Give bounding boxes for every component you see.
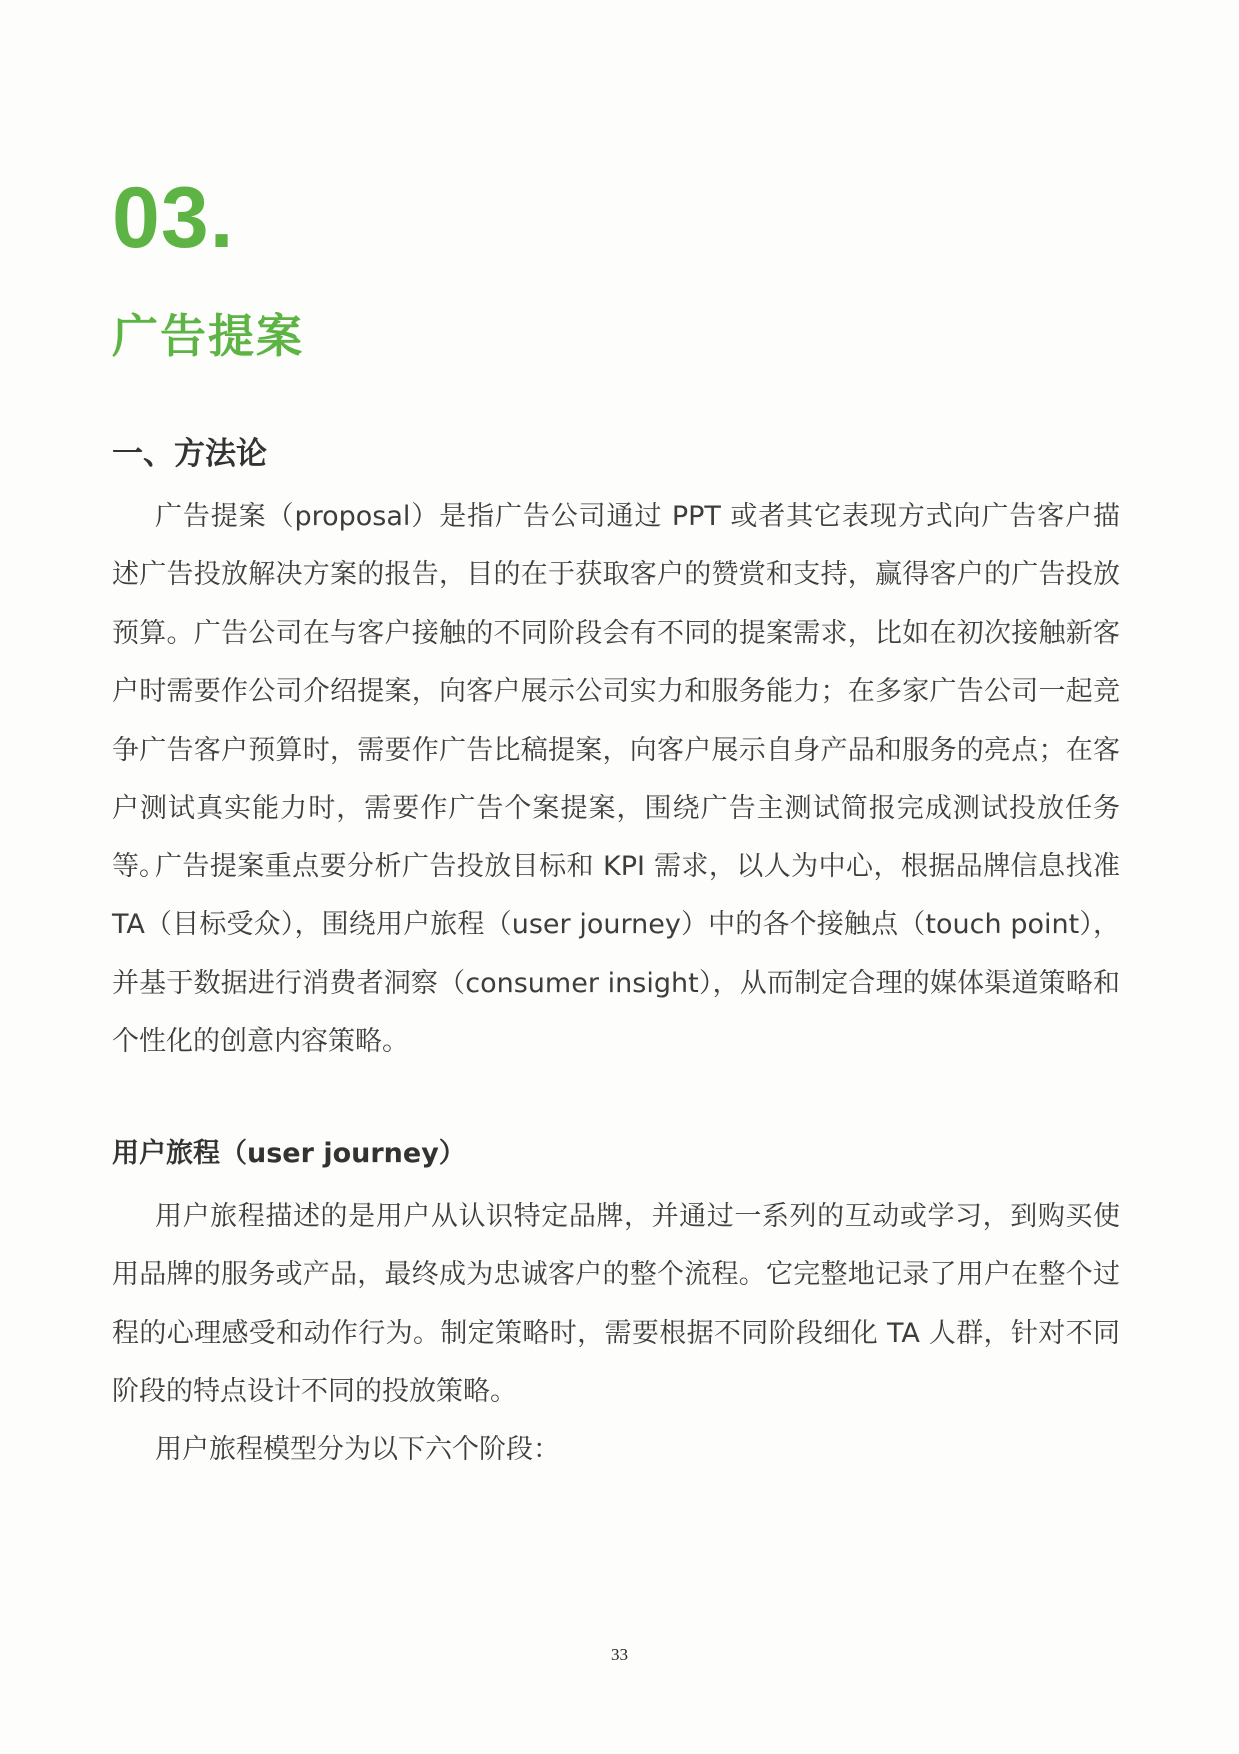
section-heading-user-journey: 用户旅程（user journey） [112, 1138, 466, 1169]
page-number: 33 [611, 1645, 628, 1664]
section-heading-methodology: 一、方法论 [112, 436, 267, 472]
paragraph-proposal-focus: 广告提案重点要分析广告投放目标和 KPI 需求，以人为中心，根据品牌信息找准 TA（目标受众），围绕用户旅程（user journey）中的各个接触点（touch point），并基于数据进行消费者洞察（consumer insight），从而制定合理的媒体渠道策略和个性化的创意内容策略。 [112, 851, 1120, 1058]
paragraph-proposal-definition: 广告提案（proposal）是指广告公司通过 PPT 或者其它表现方式向广告客户描述广告投放解决方案的报告，目的在于获取客户的赞赏和支持，赢得客户的广告投放预算。广告公司在与客户接触的不同阶段会有不同的提案需求，比如在初次接触新客户时需要作公司介绍提案，向客户展示公司实力和服务能力；在多家广告公司一起竞争广告客户预算时，需要作广告比稿提案，向客户展示自身产品和服务的亮点；在客户测试真实能力时，需要作广告个案提案，围绕广告主测试简报完成测试投放任务等。 [112, 501, 1120, 883]
paragraph-user-journey-description: 用户旅程描述的是用户从认识特定品牌，并通过一系列的互动或学习，到购买使用品牌的服务或产品，最终成为忠诚客户的整个流程。它完整地记录了用户在整个过程的心理感受和动作行为。制定策略时，需要根据不同阶段细化 TA 人群，针对不同阶段的特点设计不同的投放策略。 [112, 1201, 1120, 1408]
chapter-title: 广告提案 [112, 309, 304, 363]
chapter-number: 03. [112, 170, 235, 266]
paragraph-user-journey-stages-intro: 用户旅程模型分为以下六个阶段： [155, 1434, 560, 1465]
